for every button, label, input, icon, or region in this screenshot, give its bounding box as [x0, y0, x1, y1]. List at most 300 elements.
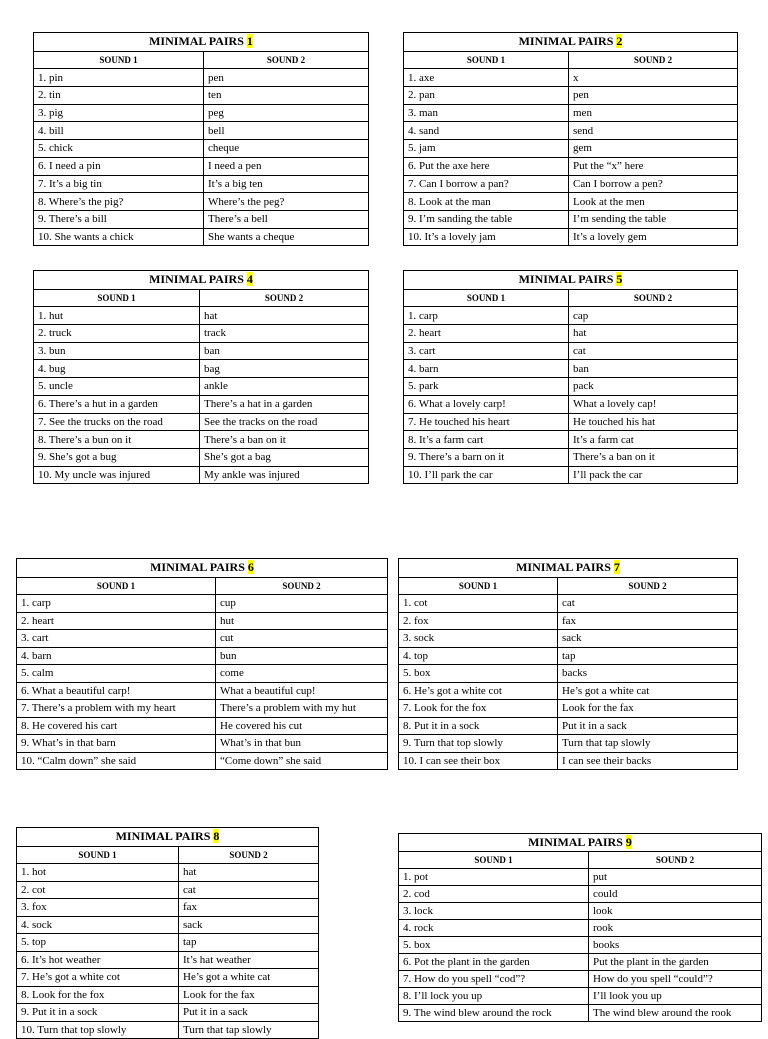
table-row — [399, 869, 762, 886]
sound-2-cell: How do you spell “could”? — [589, 971, 762, 988]
table-row — [34, 413, 369, 431]
sound-1-cell: 2. tin — [34, 87, 204, 105]
sound-1-cell: 10. I can see their box — [399, 752, 558, 770]
table-number-highlight: 4 — [246, 272, 253, 287]
table-row — [399, 647, 738, 665]
sound-2-cell: Where’s the peg? — [204, 193, 369, 211]
sound-1-cell: 3. lock — [399, 903, 589, 920]
table-row — [17, 986, 319, 1004]
table-row — [404, 413, 738, 431]
table-row — [34, 140, 369, 158]
table-row — [17, 1004, 319, 1022]
table-row — [17, 595, 388, 613]
table-row — [17, 899, 319, 917]
sound-1-cell: 2. pan — [404, 87, 569, 105]
sound-1-cell: 6. He’s got a white cot — [399, 682, 558, 700]
sound-2-cell: sack — [179, 916, 319, 934]
table-row — [404, 448, 738, 466]
sound-1-cell: 2. heart — [404, 325, 569, 343]
table-title — [34, 33, 369, 52]
sound-2-cell: put — [589, 869, 762, 886]
table-row — [399, 920, 762, 937]
sound-2-cell: It’s hat weather — [179, 951, 319, 969]
table-number-highlight: 2 — [616, 34, 623, 49]
sound-2-cell: I’ll pack the car — [569, 466, 738, 484]
table-row — [404, 431, 738, 449]
table-row — [399, 630, 738, 648]
sound-2-cell: hut — [216, 612, 388, 630]
sound-1-cell: 10. It’s a lovely jam — [404, 228, 569, 246]
table-row — [404, 157, 738, 175]
table-row — [17, 881, 319, 899]
sound-1-cell: 4. top — [399, 647, 558, 665]
sound-2-cell: peg — [204, 104, 369, 122]
sound-2-header: SOUND 2 — [569, 51, 738, 69]
sound-1-cell: 9. There’s a barn on it — [404, 448, 569, 466]
table-title — [17, 559, 388, 578]
sound-1-cell: 4. sock — [17, 916, 179, 934]
sound-1-cell: 1. cot — [399, 595, 558, 613]
table-row — [17, 951, 319, 969]
minimal-pairs-table-8 — [16, 827, 319, 1039]
sound-1-cell: 8. Look for the fox — [17, 986, 179, 1004]
sound-1-cell: 3. fox — [17, 899, 179, 917]
sound-2-cell: ban — [200, 342, 369, 360]
sound-1-cell: 3. bun — [34, 342, 200, 360]
table-number-highlight: 9 — [625, 835, 632, 849]
sound-1-cell: 7. Look for the fox — [399, 700, 558, 718]
sound-1-cell: 4. barn — [17, 647, 216, 665]
table-title-text: MINIMAL PAIRS — [149, 272, 244, 287]
column-header-row — [399, 577, 738, 595]
table-row — [17, 700, 388, 718]
sound-1-cell: 8. I’ll lock you up — [399, 988, 589, 1005]
sound-1-cell: 8. Put it in a sock — [399, 717, 558, 735]
sound-2-cell: could — [589, 886, 762, 903]
sound-2-header: SOUND 2 — [569, 289, 738, 307]
sound-2-cell: It’s a lovely gem — [569, 228, 738, 246]
table-row — [17, 612, 388, 630]
table-row — [17, 864, 319, 882]
sound-1-cell: 1. hot — [17, 864, 179, 882]
minimal-pairs-table-1 — [33, 32, 369, 246]
sound-1-cell: 3. sock — [399, 630, 558, 648]
sound-1-header: SOUND 1 — [404, 51, 569, 69]
sound-2-header: SOUND 2 — [200, 289, 369, 307]
table-row — [404, 210, 738, 228]
sound-1-cell: 7. Can I borrow a pan? — [404, 175, 569, 193]
sound-1-cell: 4. bug — [34, 360, 200, 378]
table-row — [17, 647, 388, 665]
sound-2-cell: cat — [569, 342, 738, 360]
table-row — [399, 665, 738, 683]
table-row — [17, 665, 388, 683]
table-row — [404, 87, 738, 105]
table-title-row — [404, 33, 738, 52]
column-header-row — [404, 51, 738, 69]
sound-2-cell: What a beautiful cup! — [216, 682, 388, 700]
sound-2-cell: bun — [216, 647, 388, 665]
table-title-row — [34, 33, 369, 52]
sound-2-cell: send — [569, 122, 738, 140]
table-title-row — [17, 559, 388, 578]
sound-2-cell: ankle — [200, 378, 369, 396]
table-row — [404, 342, 738, 360]
table-title-row — [17, 828, 319, 847]
table-title — [399, 834, 762, 852]
minimal-pairs-table-7 — [398, 558, 738, 770]
sound-2-header: SOUND 2 — [589, 852, 762, 869]
sound-1-cell: 1. pin — [34, 69, 204, 87]
table-row — [404, 325, 738, 343]
sound-1-cell: 3. pig — [34, 104, 204, 122]
sound-2-cell: cat — [179, 881, 319, 899]
sound-2-cell: cheque — [204, 140, 369, 158]
column-header-row — [399, 852, 762, 869]
sound-2-cell: See the tracks on the road — [200, 413, 369, 431]
sound-1-cell: 9. Put it in a sock — [17, 1004, 179, 1022]
sound-1-cell: 9. Turn that top slowly — [399, 735, 558, 753]
sound-2-cell: gem — [569, 140, 738, 158]
sound-2-cell: What’s in that bun — [216, 735, 388, 753]
table-number-highlight: 5 — [616, 272, 623, 287]
sound-1-cell: 1. axe — [404, 69, 569, 87]
table-row — [34, 378, 369, 396]
sound-1-cell: 7. It’s a big tin — [34, 175, 204, 193]
sound-2-cell: There’s a hat in a garden — [200, 395, 369, 413]
column-header-row — [404, 289, 738, 307]
sound-2-header: SOUND 2 — [216, 577, 388, 595]
sound-2-cell: men — [569, 104, 738, 122]
column-header-row — [34, 289, 369, 307]
table-title — [17, 828, 319, 847]
table-title-text: MINIMAL PAIRS — [150, 560, 245, 575]
sound-2-cell: cup — [216, 595, 388, 613]
table-row — [34, 157, 369, 175]
sound-1-cell: 6. What a beautiful carp! — [17, 682, 216, 700]
table-row — [399, 886, 762, 903]
sound-2-cell: Look for the fax — [558, 700, 738, 718]
sound-1-cell: 8. Where’s the pig? — [34, 193, 204, 211]
sound-1-cell: 5. chick — [34, 140, 204, 158]
sound-2-cell: tap — [558, 647, 738, 665]
sound-2-cell: ban — [569, 360, 738, 378]
table-row — [399, 612, 738, 630]
column-header-row — [34, 51, 369, 69]
table-row — [34, 360, 369, 378]
table-row — [34, 193, 369, 211]
sound-1-cell: 8. It’s a farm cart — [404, 431, 569, 449]
sound-2-cell: books — [589, 937, 762, 954]
sound-1-cell: 8. There’s a bun on it — [34, 431, 200, 449]
minimal-pairs-table-5 — [403, 270, 738, 484]
sound-1-cell: 9. There’s a bill — [34, 210, 204, 228]
table-row — [399, 937, 762, 954]
sound-1-cell: 2. fox — [399, 612, 558, 630]
sound-1-cell: 10. My uncle was injured — [34, 466, 200, 484]
sound-2-cell: Look for the fax — [179, 986, 319, 1004]
table-row — [399, 954, 762, 971]
table-row — [404, 307, 738, 325]
table-row — [399, 752, 738, 770]
column-header-row — [17, 846, 319, 864]
sound-2-cell: track — [200, 325, 369, 343]
table-row — [34, 210, 369, 228]
minimal-pairs-table-4 — [33, 270, 369, 484]
table-title — [34, 271, 369, 290]
sound-2-cell: rook — [589, 920, 762, 937]
table-row — [399, 903, 762, 920]
sound-2-header: SOUND 2 — [179, 846, 319, 864]
sound-2-cell: She’s got a bag — [200, 448, 369, 466]
table-row — [17, 969, 319, 987]
sound-2-header: SOUND 2 — [204, 51, 369, 69]
table-row — [34, 228, 369, 246]
sound-2-cell: backs — [558, 665, 738, 683]
table-row — [399, 1005, 762, 1022]
sound-2-cell: cut — [216, 630, 388, 648]
sound-1-header: SOUND 1 — [17, 846, 179, 864]
sound-2-cell: He’s got a white cat — [558, 682, 738, 700]
sound-1-cell: 3. man — [404, 104, 569, 122]
sound-1-cell: 1. carp — [17, 595, 216, 613]
sound-2-cell: I need a pen — [204, 157, 369, 175]
table-row — [404, 360, 738, 378]
table-row — [404, 395, 738, 413]
sound-2-cell: pen — [204, 69, 369, 87]
sound-2-cell: pen — [569, 87, 738, 105]
sound-2-cell: bag — [200, 360, 369, 378]
table-row — [17, 682, 388, 700]
sound-1-cell: 5. jam — [404, 140, 569, 158]
sound-2-cell: There’s a problem with my hut — [216, 700, 388, 718]
table-row — [404, 228, 738, 246]
minimal-pairs-table-9 — [398, 833, 762, 1022]
sound-1-cell: 7. He touched his heart — [404, 413, 569, 431]
table-row — [34, 104, 369, 122]
sound-1-header: SOUND 1 — [399, 852, 589, 869]
sound-2-cell: look — [589, 903, 762, 920]
table-row — [399, 717, 738, 735]
sound-2-cell: hat — [200, 307, 369, 325]
sound-1-cell: 10. I’ll park the car — [404, 466, 569, 484]
sound-2-cell: come — [216, 665, 388, 683]
sound-1-cell: 6. Pot the plant in the garden — [399, 954, 589, 971]
table-row — [34, 342, 369, 360]
sound-1-header: SOUND 1 — [404, 289, 569, 307]
table-row — [34, 122, 369, 140]
table-row — [399, 735, 738, 753]
sound-1-cell: 4. barn — [404, 360, 569, 378]
sound-1-cell: 2. truck — [34, 325, 200, 343]
sound-2-cell: Turn that tap slowly — [558, 735, 738, 753]
sound-2-cell: There’s a ban on it — [200, 431, 369, 449]
sound-1-header: SOUND 1 — [34, 289, 200, 307]
sound-1-cell: 7. He’s got a white cot — [17, 969, 179, 987]
table-number-highlight: 8 — [213, 829, 220, 844]
sound-2-cell: cap — [569, 307, 738, 325]
sound-1-cell: 9. She’s got a bug — [34, 448, 200, 466]
sound-2-cell: There’s a bell — [204, 210, 369, 228]
sound-1-cell: 9. What’s in that barn — [17, 735, 216, 753]
sound-1-cell: 10. Turn that top slowly — [17, 1021, 179, 1039]
table-title-text: MINIMAL PAIRS — [518, 34, 614, 49]
sound-1-cell: 6. I need a pin — [34, 157, 204, 175]
sound-1-header: SOUND 1 — [17, 577, 216, 595]
table-row — [34, 325, 369, 343]
table-row — [404, 175, 738, 193]
sound-1-cell: 5. box — [399, 937, 589, 954]
sound-1-cell: 4. bill — [34, 122, 204, 140]
sound-2-cell: “Come down” she said — [216, 752, 388, 770]
sound-1-cell: 6. What a lovely carp! — [404, 395, 569, 413]
table-row — [399, 988, 762, 1005]
sound-2-cell: hat — [179, 864, 319, 882]
sound-2-cell: Put the “x” here — [569, 157, 738, 175]
sound-1-cell: 7. How do you spell “cod”? — [399, 971, 589, 988]
sound-2-cell: bell — [204, 122, 369, 140]
table-row — [17, 630, 388, 648]
sound-2-cell: I’ll look you up — [589, 988, 762, 1005]
table-number-highlight: 6 — [247, 560, 254, 575]
table-title-text: MINIMAL PAIRS — [528, 835, 623, 849]
sound-1-cell: 7. There’s a problem with my heart — [17, 700, 216, 718]
table-row — [399, 700, 738, 718]
sound-1-cell: 5. box — [399, 665, 558, 683]
table-row — [404, 140, 738, 158]
sound-1-cell: 9. The wind blew around the rock — [399, 1005, 589, 1022]
table-row — [34, 466, 369, 484]
minimal-pairs-table-6 — [16, 558, 388, 770]
sound-2-cell: Can I borrow a pen? — [569, 175, 738, 193]
table-row — [404, 104, 738, 122]
table-row — [34, 448, 369, 466]
sound-1-cell: 8. He covered his cart — [17, 717, 216, 735]
sound-2-cell: It’s a farm cat — [569, 431, 738, 449]
sound-1-cell: 4. rock — [399, 920, 589, 937]
sound-1-cell: 5. calm — [17, 665, 216, 683]
table-row — [34, 307, 369, 325]
sound-2-cell: sack — [558, 630, 738, 648]
sound-2-cell: Put it in a sack — [558, 717, 738, 735]
table-row — [17, 717, 388, 735]
table-title-text: MINIMAL PAIRS — [115, 829, 211, 844]
sound-2-cell: I’m sending the table — [569, 210, 738, 228]
sound-1-cell: 6. It’s hot weather — [17, 951, 179, 969]
sound-1-cell: 6. Put the axe here — [404, 157, 569, 175]
sound-2-cell: x — [569, 69, 738, 87]
sound-2-cell: ten — [204, 87, 369, 105]
sound-1-cell: 4. sand — [404, 122, 569, 140]
table-row — [399, 971, 762, 988]
table-title — [404, 271, 738, 290]
table-title-row — [399, 559, 738, 578]
sound-1-cell: 3. cart — [17, 630, 216, 648]
table-title-text: MINIMAL PAIRS — [516, 560, 611, 575]
sound-1-cell: 5. top — [17, 934, 179, 952]
sound-2-cell: There’s a ban on it — [569, 448, 738, 466]
sound-2-cell: He covered his cut — [216, 717, 388, 735]
sound-1-cell: 1. pot — [399, 869, 589, 886]
sound-1-cell: 2. cot — [17, 881, 179, 899]
table-row — [404, 193, 738, 211]
table-title-row — [399, 834, 762, 852]
sound-2-cell: He touched his hat — [569, 413, 738, 431]
table-row — [34, 431, 369, 449]
sound-2-cell: He’s got a white cat — [179, 969, 319, 987]
table-row — [17, 752, 388, 770]
sound-1-header: SOUND 1 — [399, 577, 558, 595]
table-title-text: MINIMAL PAIRS — [518, 272, 614, 287]
table-row — [17, 916, 319, 934]
sound-2-cell: The wind blew around the rook — [589, 1005, 762, 1022]
sound-2-cell: fax — [179, 899, 319, 917]
sound-1-cell: 8. Look at the man — [404, 193, 569, 211]
table-title — [399, 559, 738, 578]
sound-2-cell: pack — [569, 378, 738, 396]
sound-2-cell: Look at the men — [569, 193, 738, 211]
sound-1-cell: 10. She wants a chick — [34, 228, 204, 246]
sound-1-cell: 5. park — [404, 378, 569, 396]
sound-2-cell: My ankle was injured — [200, 466, 369, 484]
table-number-highlight: 1 — [246, 34, 253, 49]
sound-2-cell: She wants a cheque — [204, 228, 369, 246]
table-title-row — [34, 271, 369, 290]
table-row — [399, 682, 738, 700]
sound-1-cell: 2. heart — [17, 612, 216, 630]
sound-1-cell: 1. hut — [34, 307, 200, 325]
sound-2-cell: hat — [569, 325, 738, 343]
sound-2-cell: fax — [558, 612, 738, 630]
sound-2-cell: Put it in a sack — [179, 1004, 319, 1022]
table-title-text: MINIMAL PAIRS — [149, 34, 244, 49]
sound-1-cell: 2. cod — [399, 886, 589, 903]
column-header-row — [17, 577, 388, 595]
minimal-pairs-table-2 — [403, 32, 738, 246]
sound-1-cell: 9. I’m sanding the table — [404, 210, 569, 228]
sound-2-cell: Turn that tap slowly — [179, 1021, 319, 1039]
sound-1-cell: 1. carp — [404, 307, 569, 325]
table-number-highlight: 7 — [613, 560, 620, 575]
table-row — [17, 735, 388, 753]
sound-1-cell: 7. See the trucks on the road — [34, 413, 200, 431]
table-row — [404, 378, 738, 396]
sound-2-cell: cat — [558, 595, 738, 613]
table-row — [404, 466, 738, 484]
table-row — [34, 395, 369, 413]
sound-2-cell: Put the plant in the garden — [589, 954, 762, 971]
sound-2-cell: tap — [179, 934, 319, 952]
table-row — [399, 595, 738, 613]
sound-2-cell: I can see their backs — [558, 752, 738, 770]
sound-1-cell: 10. “Calm down” she said — [17, 752, 216, 770]
sound-2-cell: It’s a big ten — [204, 175, 369, 193]
table-title-row — [404, 271, 738, 290]
table-title — [404, 33, 738, 52]
table-row — [17, 934, 319, 952]
table-row — [34, 69, 369, 87]
sound-2-cell: What a lovely cap! — [569, 395, 738, 413]
table-row — [404, 69, 738, 87]
sound-1-cell: 5. uncle — [34, 378, 200, 396]
sound-1-cell: 3. cart — [404, 342, 569, 360]
table-row — [34, 175, 369, 193]
sound-1-header: SOUND 1 — [34, 51, 204, 69]
table-row — [34, 87, 369, 105]
sound-2-header: SOUND 2 — [558, 577, 738, 595]
sound-1-cell: 6. There’s a hut in a garden — [34, 395, 200, 413]
table-row — [404, 122, 738, 140]
